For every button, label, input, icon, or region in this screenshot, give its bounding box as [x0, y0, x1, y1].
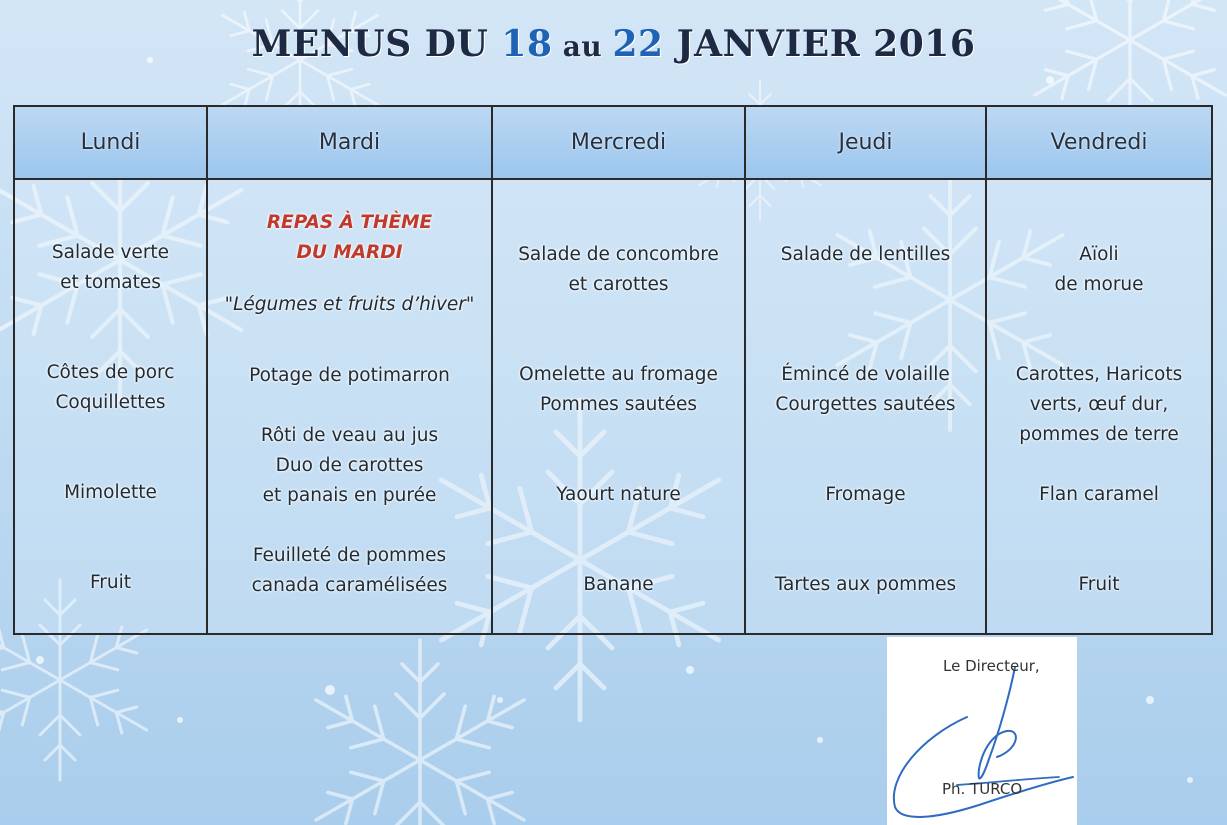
plat-line: Côtes de porc	[46, 362, 175, 383]
plat	[987, 360, 1211, 450]
theme-quote-line: "Légumes et fruits d’hiver"	[224, 294, 475, 315]
entree-line: Salade verte	[51, 242, 170, 263]
dessert	[15, 568, 206, 598]
signature-block	[887, 637, 1077, 825]
plat-line: Coquillettes	[55, 392, 166, 413]
plat	[493, 360, 744, 420]
plat-line: verts, œuf dur,	[1029, 394, 1169, 415]
plat-line: Rôti de veau au jus	[260, 425, 439, 446]
plat-line: Émincé de volaille	[781, 364, 950, 385]
plat	[746, 360, 985, 420]
plat	[15, 358, 206, 418]
fromage-line: Fromage	[825, 484, 906, 505]
fromage	[746, 480, 985, 510]
dessert-line: Banane	[583, 574, 654, 595]
plat	[208, 421, 491, 511]
signature-title: Le Directeur,	[943, 657, 1040, 675]
dessert-line: Feuilleté de pommes	[252, 545, 447, 566]
weekly-menu-table	[13, 105, 1213, 635]
menu-row	[14, 179, 1212, 634]
entree	[15, 238, 206, 298]
entree	[493, 240, 744, 300]
dessert-line: Tartes aux pommes	[774, 574, 957, 595]
entree	[746, 240, 985, 270]
menu-cell-lundi	[14, 179, 207, 634]
day-header-vendredi: Vendredi	[986, 106, 1212, 179]
plat-line: Omelette au fromage	[519, 364, 718, 385]
fromage	[493, 480, 744, 510]
title-day-end: 22	[612, 23, 664, 65]
dessert	[493, 570, 744, 600]
theme-title	[208, 208, 491, 268]
title-month-year: JANVIER 2016	[663, 23, 976, 65]
days-header-row	[14, 106, 1212, 179]
menu-cell-mardi	[207, 179, 492, 634]
entree	[208, 361, 491, 391]
title-connector: au	[552, 30, 613, 63]
plat-line: Duo de carottes	[275, 455, 424, 476]
plat-line: et panais en purée	[262, 485, 437, 506]
plat-line: Courgettes sautées	[775, 394, 956, 415]
fromage-line: Yaourt nature	[556, 484, 681, 505]
theme-line: DU MARDI	[296, 242, 403, 263]
fromage	[15, 478, 206, 508]
plat-line: Pommes sautées	[539, 394, 698, 415]
title-day-start: 18	[501, 23, 553, 65]
dessert-line: Fruit	[89, 572, 132, 593]
theme-line: REPAS À THÈME	[266, 212, 433, 233]
day-header-mardi: Mardi	[207, 106, 492, 179]
dessert	[208, 541, 491, 601]
signature-name: Ph. TURCO	[942, 780, 1023, 798]
fromage-line: Mimolette	[64, 482, 157, 503]
day-header-lundi: Lundi	[14, 106, 207, 179]
day-header-jeudi: Jeudi	[745, 106, 986, 179]
entree-line: et carottes	[568, 274, 669, 295]
fromage-line: Flan caramel	[1039, 484, 1159, 505]
entree-line: Salade de lentilles	[780, 244, 951, 265]
page-title	[0, 20, 1227, 71]
dessert	[987, 570, 1211, 600]
entree	[987, 240, 1211, 300]
entree-line: Salade de concombre	[518, 244, 719, 265]
day-header-mercredi: Mercredi	[492, 106, 745, 179]
entree-line: de morue	[1054, 274, 1144, 295]
plat-line: Carottes, Haricots	[1015, 364, 1183, 385]
plat-line: pommes de terre	[1019, 424, 1179, 445]
menu-cell-mercredi	[492, 179, 745, 634]
menu-cell-vendredi	[986, 179, 1212, 634]
entree-line: et tomates	[60, 272, 161, 293]
theme-quote	[208, 290, 491, 320]
title-prefix: MENUS DU	[251, 23, 502, 65]
dessert-line: canada caramélisées	[251, 575, 448, 596]
dessert-line: Fruit	[1078, 574, 1120, 595]
dessert	[746, 570, 985, 600]
entree-line: Potage de potimarron	[249, 365, 450, 386]
menu-cell-jeudi	[745, 179, 986, 634]
entree-line: Aïoli	[1079, 244, 1119, 265]
fromage	[987, 480, 1211, 510]
